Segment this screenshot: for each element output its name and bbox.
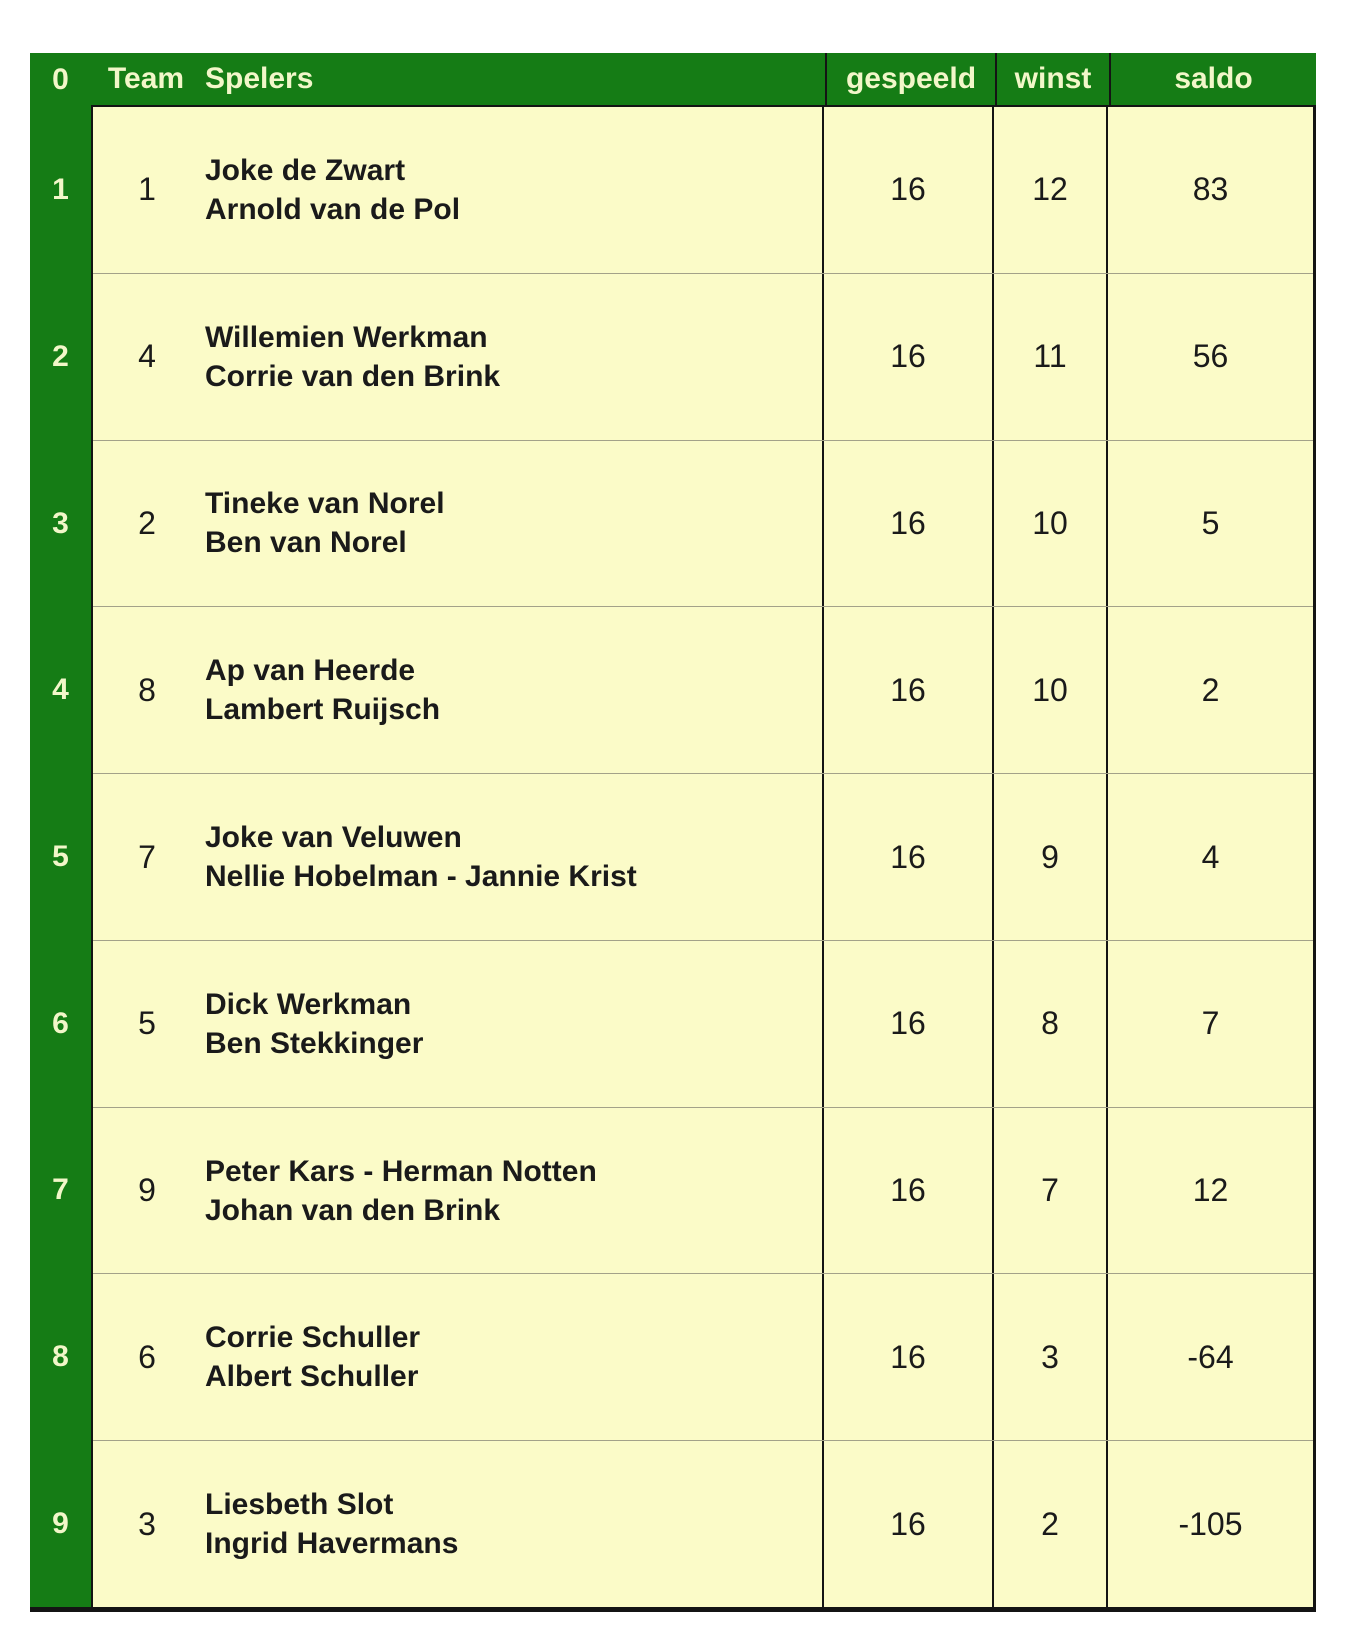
gespeeld-cell: 16 — [822, 274, 992, 440]
player-name-2: Arnold van de Pol — [205, 192, 461, 226]
player-name-2: Lambert Ruijsch — [205, 693, 441, 727]
winst-cell: 10 — [992, 441, 1106, 607]
spelers-cell — [93, 941, 822, 1107]
table-row — [93, 273, 1313, 440]
winst-cell: 12 — [992, 107, 1106, 273]
rank-cell: 8 — [52, 1340, 69, 1374]
player-name-1: Tineke van Norel — [205, 487, 445, 521]
rank-column — [30, 53, 91, 1607]
column-header-gespeeld: gespeeld — [825, 53, 995, 105]
rank-cell: 9 — [52, 1506, 69, 1540]
gespeeld-cell: 16 — [822, 107, 992, 273]
rank-cell: 1 — [52, 173, 69, 207]
saldo-cell: 56 — [1106, 274, 1313, 440]
player-names — [201, 1152, 822, 1230]
player-name-1: Ap van Heerde — [205, 654, 416, 688]
spelers-cell — [93, 107, 822, 273]
spelers-cell — [93, 774, 822, 940]
spelers-cell — [93, 607, 822, 773]
gespeeld-cell: 16 — [822, 441, 992, 607]
player-name-1: Peter Kars - Herman Notten — [205, 1154, 597, 1188]
player-names — [201, 651, 822, 729]
column-header-spelers: Spelers — [205, 62, 314, 95]
player-name-2: Johan van den Brink — [205, 1193, 501, 1227]
team-number: 6 — [138, 1338, 156, 1375]
rank-cell: 3 — [52, 506, 69, 540]
player-names — [201, 1318, 822, 1396]
player-names — [201, 985, 822, 1063]
table-body — [91, 107, 1316, 1607]
saldo-cell: 83 — [1106, 107, 1313, 273]
table-main — [91, 53, 1316, 1607]
player-name-2: Nellie Hobelman - Jannie Krist — [205, 860, 637, 894]
table-row — [93, 107, 1313, 273]
table-row — [93, 1440, 1313, 1607]
rank-cell: 7 — [52, 1173, 69, 1207]
team-number: 9 — [138, 1172, 156, 1209]
team-number: 7 — [138, 838, 156, 875]
team-number: 1 — [138, 171, 156, 208]
column-header-winst: winst — [995, 53, 1109, 105]
saldo-cell: 5 — [1106, 441, 1313, 607]
spelers-cell — [93, 1108, 822, 1274]
spelers-cell — [93, 1274, 822, 1440]
winst-cell: 7 — [992, 1108, 1106, 1274]
table-row — [93, 940, 1313, 1107]
winst-cell: 11 — [992, 274, 1106, 440]
player-name-2: Corrie van den Brink — [205, 359, 501, 393]
column-header-team: Team — [107, 62, 185, 95]
table-row — [93, 1107, 1313, 1274]
saldo-cell: 7 — [1106, 941, 1313, 1107]
team-number: 3 — [138, 1505, 156, 1542]
player-names — [201, 1485, 822, 1563]
table-row — [93, 440, 1313, 607]
table-row — [93, 773, 1313, 940]
saldo-cell: -105 — [1106, 1441, 1313, 1607]
spelers-cell — [93, 441, 822, 607]
winst-cell: 3 — [992, 1274, 1106, 1440]
team-number: 8 — [138, 671, 156, 708]
column-header-saldo: saldo — [1109, 53, 1316, 105]
player-name-1: Liesbeth Slot — [205, 1488, 394, 1522]
player-name-1: Willemien Werkman — [205, 320, 488, 354]
rank-cell: 5 — [52, 840, 69, 874]
player-name-1: Joke de Zwart — [205, 153, 406, 187]
spelers-cell — [93, 1441, 822, 1607]
winst-cell: 9 — [992, 774, 1106, 940]
winst-cell: 8 — [992, 941, 1106, 1107]
rank-cell: 6 — [52, 1006, 69, 1040]
team-number: 5 — [138, 1005, 156, 1042]
player-names — [201, 151, 822, 229]
table-row — [93, 606, 1313, 773]
rank-cell: 4 — [52, 673, 69, 707]
standings-table — [30, 53, 1316, 1612]
saldo-cell: 4 — [1106, 774, 1313, 940]
rank-header: 0 — [52, 63, 69, 96]
player-name-2: Ingrid Havermans — [205, 1527, 459, 1561]
player-name-1: Dick Werkman — [205, 987, 412, 1021]
spelers-cell — [93, 274, 822, 440]
gespeeld-cell: 16 — [822, 941, 992, 1107]
gespeeld-cell: 16 — [822, 1274, 992, 1440]
player-name-1: Joke van Veluwen — [205, 821, 462, 855]
winst-cell: 10 — [992, 607, 1106, 773]
table-header-row — [91, 53, 1316, 107]
player-names — [201, 484, 822, 562]
gespeeld-cell: 16 — [822, 1108, 992, 1274]
player-names — [201, 818, 822, 896]
player-name-2: Albert Schuller — [205, 1360, 419, 1394]
player-name-2: Ben Stekkinger — [205, 1026, 424, 1060]
team-number: 2 — [138, 504, 156, 541]
winst-cell: 2 — [992, 1441, 1106, 1607]
saldo-cell: 12 — [1106, 1108, 1313, 1274]
player-name-1: Corrie Schuller — [205, 1321, 421, 1355]
player-names — [201, 318, 822, 396]
player-name-2: Ben van Norel — [205, 526, 407, 560]
gespeeld-cell: 16 — [822, 1441, 992, 1607]
saldo-cell: 2 — [1106, 607, 1313, 773]
gespeeld-cell: 16 — [822, 607, 992, 773]
rank-cell: 2 — [52, 340, 69, 373]
saldo-cell: -64 — [1106, 1274, 1313, 1440]
table-row — [93, 1273, 1313, 1440]
team-number: 4 — [138, 338, 156, 375]
gespeeld-cell: 16 — [822, 774, 992, 940]
